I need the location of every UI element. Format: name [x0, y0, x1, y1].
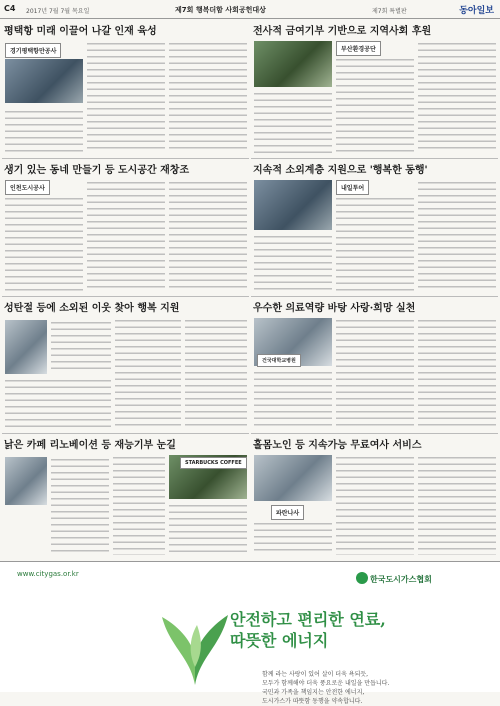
article-5 — [251, 20, 498, 159]
article-body — [336, 318, 414, 428]
article-headline: 생기 있는 동네 만들기 등 도시공간 재창조 — [4, 165, 190, 176]
article-headline: 지속적 소외계층 지원으로 '행복한 동행' — [253, 165, 428, 176]
article-body — [336, 196, 414, 292]
article-photo — [5, 59, 83, 103]
article-logo: 건국대학교병원 — [257, 354, 301, 367]
right-column — [251, 20, 498, 561]
article-body — [185, 318, 247, 428]
section-title: 제7회 행복더함 사회공헌대상 — [175, 6, 266, 14]
slogan-line: 따뜻한 에너지 — [230, 631, 329, 650]
article-8 — [251, 434, 498, 561]
article-body — [418, 180, 496, 292]
article-photo — [5, 320, 47, 374]
article-body — [169, 41, 247, 153]
article-body — [113, 455, 165, 555]
article-headline: 전사적 금여기부 기반으로 지역사회 후원 — [253, 26, 432, 37]
article-7 — [251, 297, 498, 434]
article-body — [87, 41, 165, 153]
article-headline: 우수한 의료역량 바탕 사랑·희망 실천 — [253, 303, 416, 314]
article-photo — [254, 455, 332, 501]
article-headline: 낡은 카페 리노베이션 등 재능기부 눈길 — [4, 440, 176, 451]
article-6 — [251, 159, 498, 297]
article-2 — [2, 159, 249, 297]
article-photo — [254, 180, 332, 230]
special-label: 제7회 특별판 — [372, 8, 407, 15]
article-logo: 부산환경공단 — [336, 41, 381, 56]
article-body — [254, 91, 332, 153]
brand-logo-icon — [356, 572, 368, 584]
ad-brand: 한국도시가스협회 — [370, 575, 432, 584]
page-header — [0, 0, 500, 19]
article-body — [418, 318, 496, 428]
article-body — [336, 57, 414, 153]
ad-copy-line: 함께 라는 사랑이 있어 살이 더욱 욕되듯, — [262, 671, 369, 678]
advertisement — [0, 561, 500, 705]
article-headline: 성탄절 등에 소외된 이웃 찾아 행복 지원 — [4, 303, 180, 314]
article-body — [5, 378, 111, 428]
article-body — [418, 455, 496, 555]
article-logo: 내일투어 — [336, 180, 369, 195]
slogan-line: 안전하고 편리한 연료, — [230, 610, 386, 629]
article-body — [51, 457, 109, 555]
article-body — [5, 109, 83, 153]
left-column — [2, 20, 249, 561]
article-body — [336, 455, 414, 555]
ad-url[interactable]: www.citygas.or.kr — [17, 570, 79, 578]
leaf-flame-icon — [150, 597, 240, 689]
article-headline: 홀몸노인 등 지속가능 무료여사 서비스 — [253, 440, 422, 451]
article-logo: 인천도시공사 — [5, 180, 50, 195]
article-1 — [2, 20, 249, 159]
article-photo — [5, 457, 47, 505]
ad-copy-line: 국민과 가족을 책임지는 안전한 에너지, — [262, 689, 365, 696]
article-body — [115, 318, 181, 428]
page-number: C4 — [4, 4, 16, 13]
article-body — [169, 180, 247, 292]
newspaper-name: 동아일보 — [459, 6, 494, 16]
article-body — [418, 41, 496, 153]
article-body — [254, 234, 332, 292]
article-logo: 경기평택항만공사 — [5, 43, 61, 58]
ad-copy-line: 모두가 함께해야 더욱 풍요로운 내일을 만듭니다. — [262, 680, 390, 687]
article-logo: STARBUCKS COFFEE — [180, 457, 247, 469]
article-body — [254, 370, 332, 428]
ad-slogan — [230, 609, 386, 651]
article-headline: 평택항 미래 이끌어 나갈 인재 육성 — [4, 26, 157, 37]
article-body — [51, 320, 111, 374]
article-4 — [2, 434, 249, 561]
article-body — [169, 503, 247, 555]
article-body — [254, 521, 332, 555]
ad-copy-line: 도시가스가 따뜻함 동행을 약속합니다. — [262, 698, 363, 705]
article-body — [5, 196, 83, 292]
article-logo: 파란나사 — [271, 505, 304, 520]
article-3 — [2, 297, 249, 434]
article-photo — [254, 41, 332, 87]
article-body — [87, 180, 165, 292]
issue-date: 2017년 7월 7월 목요일 — [26, 8, 90, 15]
ad-copy — [262, 670, 389, 706]
